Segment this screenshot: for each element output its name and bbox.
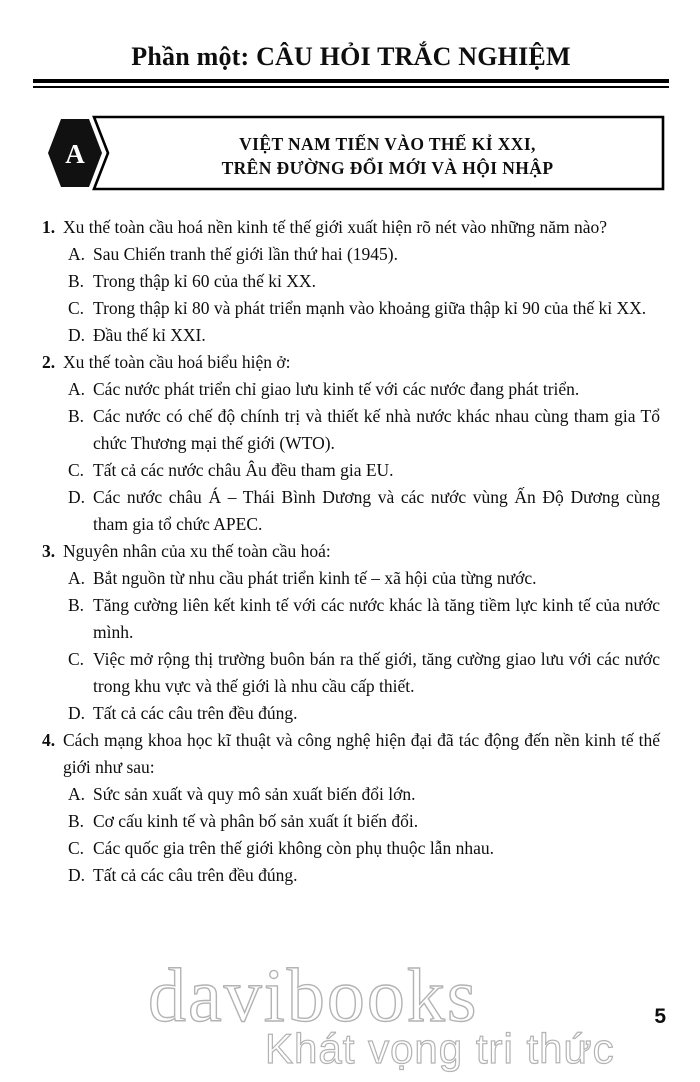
answer-option-text: Tất cả các câu trên đều đúng. <box>93 865 298 885</box>
answer-option-text: Việc mở rộng thị trường buôn bán ra thế giới, tăng cường giao lưu với các nước trong khu vực và thế giới là nhu cầu cấp thiết. <box>93 649 660 696</box>
question-number: 1. <box>42 217 56 237</box>
answer-option-label: A. <box>68 379 86 399</box>
answer-option <box>42 484 660 538</box>
answer-option-text: Sau Chiến tranh thế giới lần thứ hai (1945). <box>93 244 399 264</box>
answer-option <box>42 457 660 484</box>
answer-option-label: B. <box>68 406 85 426</box>
answer-option-label: B. <box>68 811 85 831</box>
answer-option-label: A. <box>68 568 86 588</box>
answer-option <box>42 403 660 457</box>
answer-option <box>42 700 660 727</box>
section-title <box>117 114 658 198</box>
title-double-rule <box>33 79 669 88</box>
hexagon-badge-letter: A <box>65 139 85 169</box>
answer-option-label: B. <box>68 271 85 291</box>
question-number: 3. <box>42 541 56 561</box>
question-head <box>42 349 660 376</box>
answer-option-text: Các nước phát triển chỉ giao lưu kinh tế với các nước đang phát triển. <box>93 379 580 399</box>
answer-option-text: Trong thập kỉ 80 và phát triển mạnh vào khoảng giữa thập kỉ 90 của thế kỉ XX. <box>93 298 647 318</box>
question-number: 2. <box>42 352 56 372</box>
question-head <box>42 727 660 781</box>
question <box>42 214 660 349</box>
answer-option <box>42 376 660 403</box>
question-list <box>42 214 660 889</box>
answer-option <box>42 565 660 592</box>
section-header <box>42 114 660 198</box>
answer-option <box>42 268 660 295</box>
answer-option <box>42 592 660 646</box>
answer-option-label: B. <box>68 595 85 615</box>
question-text: Nguyên nhân của xu thế toàn cầu hoá: <box>63 541 331 561</box>
answer-option-text: Đầu thế kỉ XXI. <box>93 325 206 345</box>
question-head <box>42 538 660 565</box>
answer-option <box>42 322 660 349</box>
page-number: 5 <box>654 1005 666 1028</box>
question-text: Xu thế toàn cầu hoá nền kinh tế thế giới xuất hiện rõ nét vào những năm nào? <box>63 217 608 237</box>
question <box>42 727 660 889</box>
question-number: 4. <box>42 730 56 750</box>
answer-option-text: Tất cả các câu trên đều đúng. <box>93 703 298 723</box>
answer-option <box>42 781 660 808</box>
answer-option-label: C. <box>68 298 85 318</box>
question <box>42 538 660 727</box>
answer-option <box>42 862 660 889</box>
answer-option-text: Tăng cường liên kết kinh tế với các nước khác là tăng tiềm lực kinh tế của nước mình. <box>93 595 660 642</box>
answer-option-label: A. <box>68 784 86 804</box>
answer-option-text: Các nước châu Á – Thái Bình Dương và các nước vùng Ấn Độ Dương cùng tham gia tổ chức APEC. <box>93 487 660 534</box>
answer-option-label: D. <box>68 325 86 345</box>
answer-option-label: C. <box>68 649 85 669</box>
section-title-line2: TRÊN ĐƯỜNG ĐỔI MỚI VÀ HỘI NHẬP <box>221 158 554 178</box>
answer-option-label: D. <box>68 487 86 507</box>
question-head <box>42 214 660 241</box>
answer-option <box>42 295 660 322</box>
answer-option-text: Trong thập kỉ 60 của thế kỉ XX. <box>93 271 316 291</box>
answer-option-text: Cơ cấu kinh tế và phân bố sản xuất ít biến đổi. <box>93 811 419 831</box>
answer-option <box>42 646 660 700</box>
watermark-brand: davibooks <box>148 954 479 1038</box>
question-text: Xu thế toàn cầu hoá biểu hiện ở: <box>63 352 291 372</box>
part-title: Phần một: CÂU HỎI TRẮC NGHIỆM <box>131 42 571 71</box>
answer-option-text: Các quốc gia trên thế giới không còn phụ thuộc lẫn nhau. <box>93 838 494 858</box>
answer-option-label: C. <box>68 838 85 858</box>
question <box>42 349 660 538</box>
question-text: Cách mạng khoa học kĩ thuật và công nghệ hiện đại đã tác động đến nền kinh tế thế giới như sau: <box>63 730 660 777</box>
answer-option-label: A. <box>68 244 86 264</box>
answer-option-label: D. <box>68 703 86 723</box>
answer-option <box>42 241 660 268</box>
answer-option-text: Tất cả các nước châu Âu đều tham gia EU. <box>93 460 394 480</box>
answer-option-text: Các nước có chế độ chính trị và thiết kế nhà nước khác nhau cùng tham gia Tổ chức Thương mại thế giới (WTO). <box>93 406 660 453</box>
answer-option-label: D. <box>68 865 86 885</box>
answer-option <box>42 808 660 835</box>
scanned-book-page <box>0 42 700 889</box>
watermark-slogan: Khát vọng tri thức <box>265 1025 615 1072</box>
answer-option-text: Bắt nguồn từ nhu cầu phát triển kinh tế – xã hội của từng nước. <box>93 568 537 588</box>
answer-option-text: Sức sản xuất và quy mô sản xuất biến đổi lớn. <box>93 784 416 804</box>
answer-option-label: C. <box>68 460 85 480</box>
answer-option <box>42 835 660 862</box>
section-title-line1: VIỆT NAM TIẾN VÀO THẾ KỈ XXI, <box>239 134 536 154</box>
